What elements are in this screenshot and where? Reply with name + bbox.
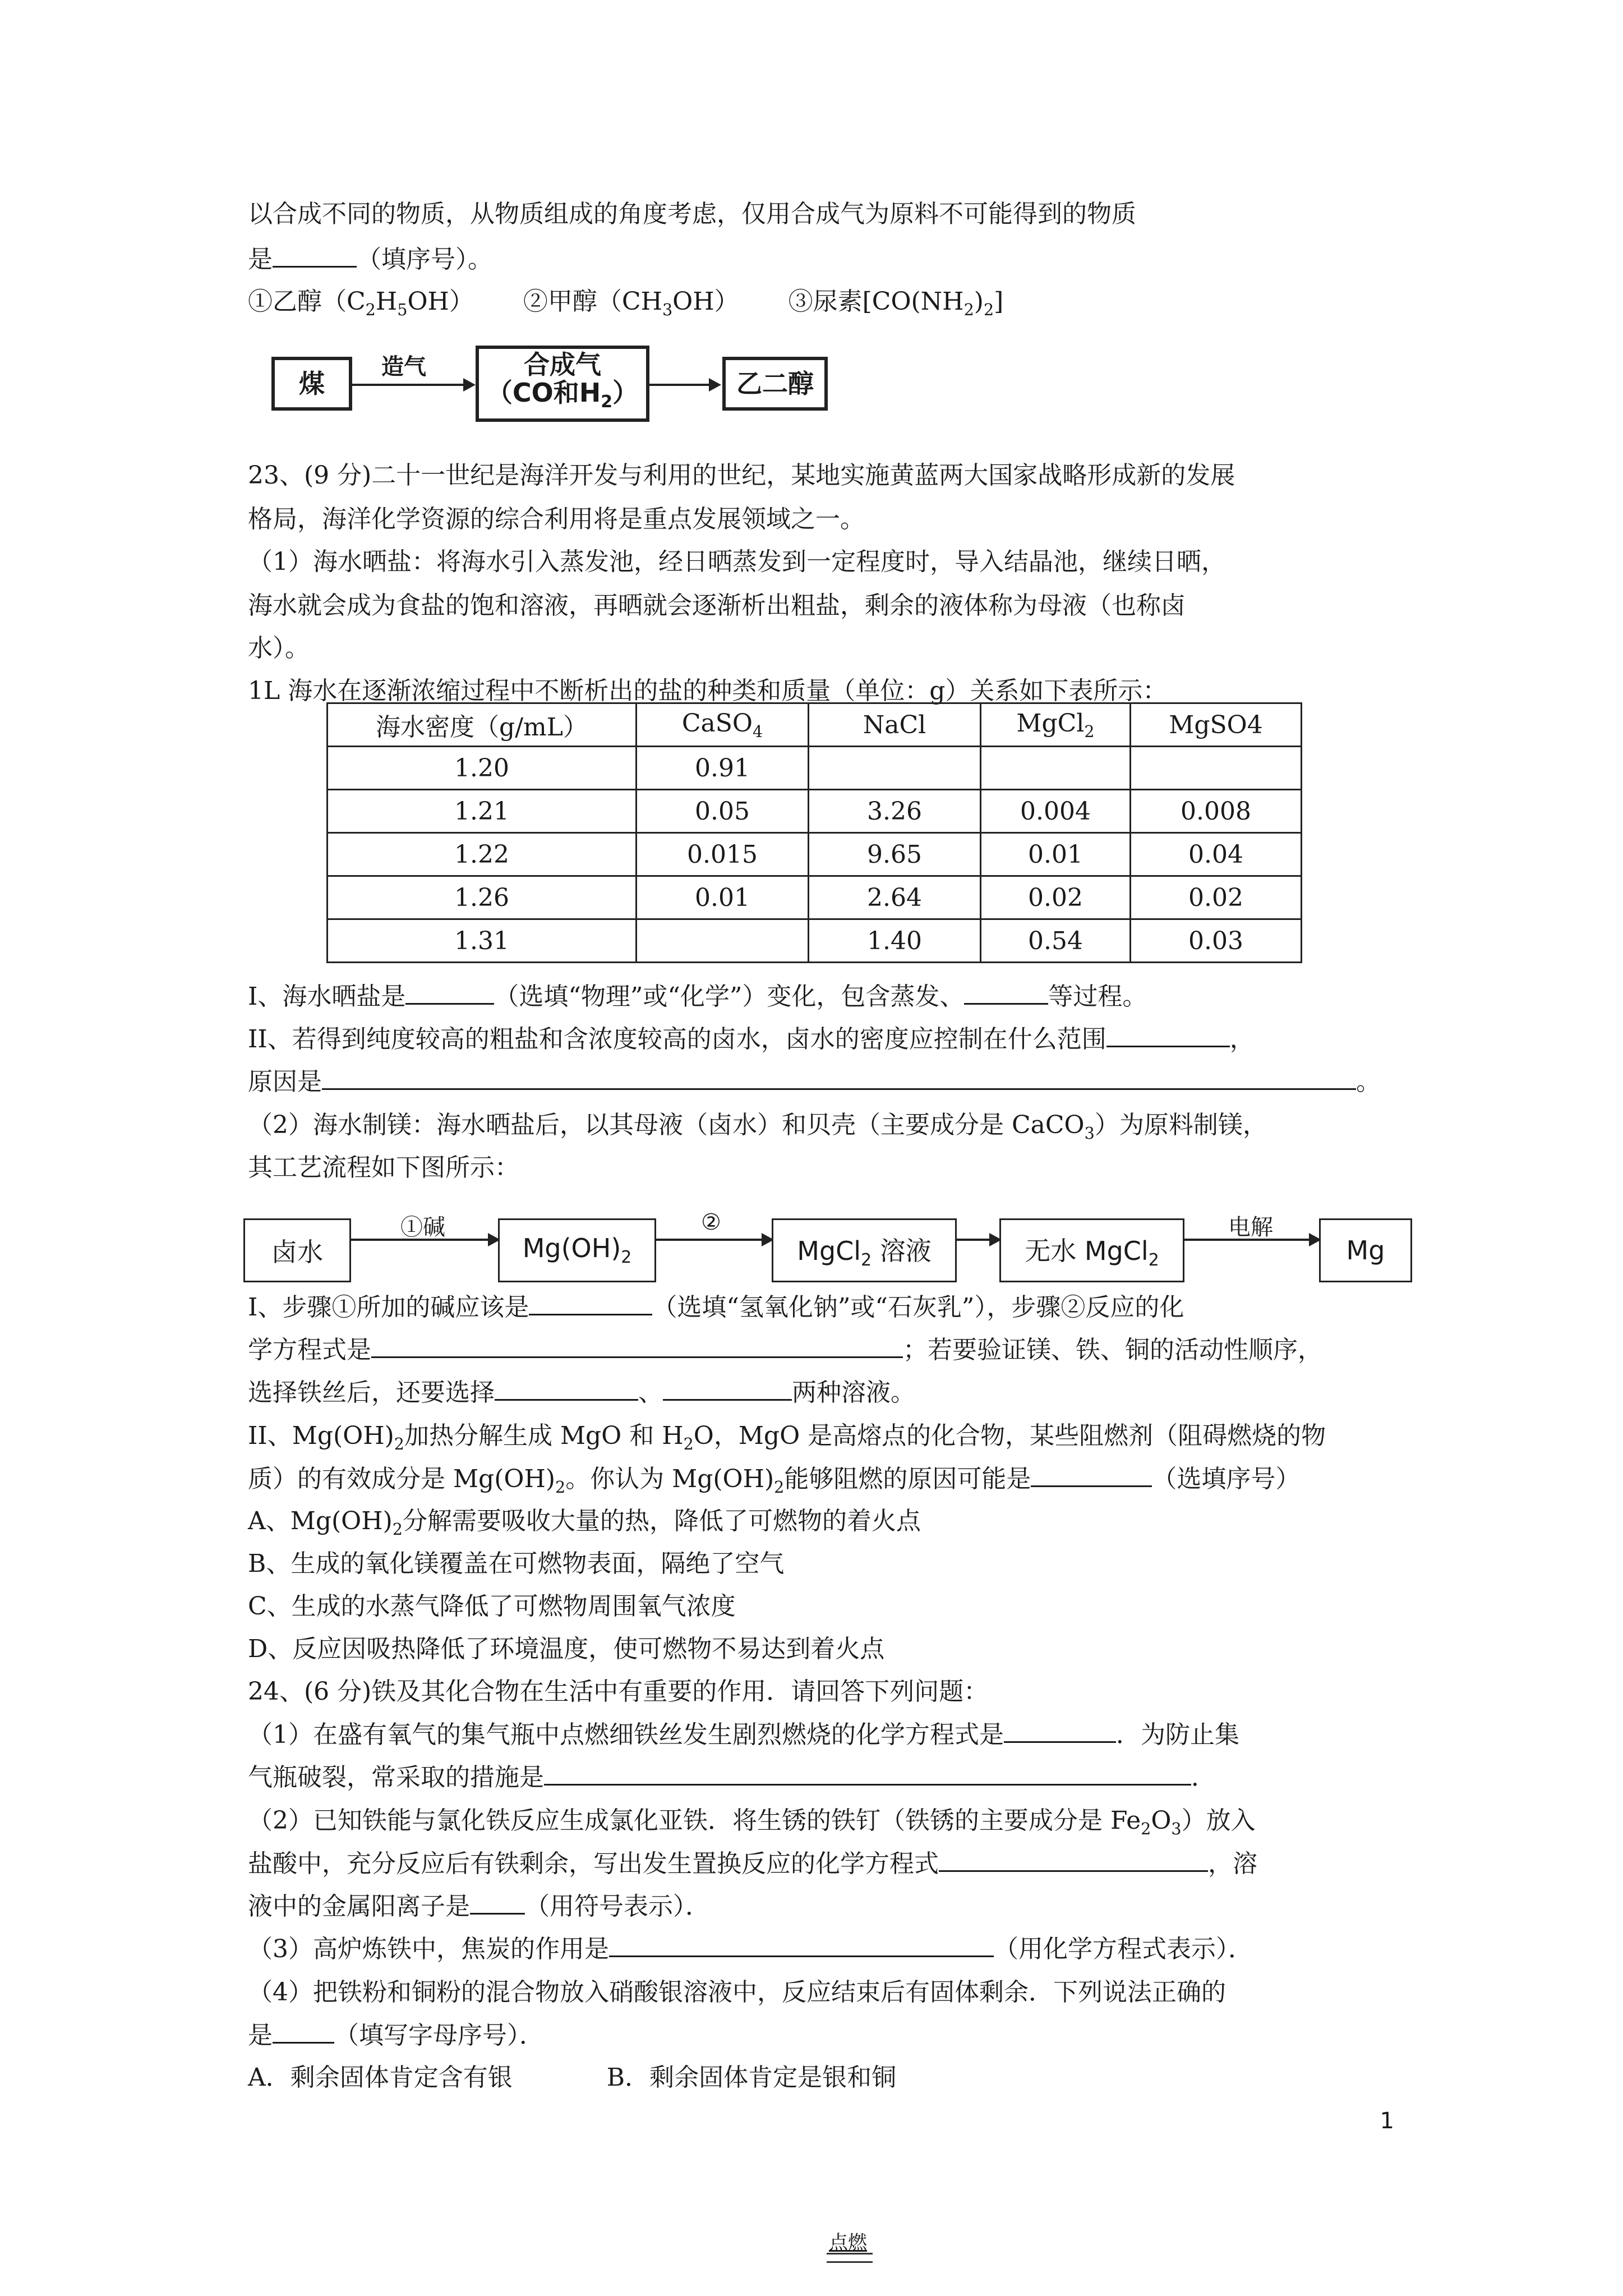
header-caso4: CaSO$_4$ <box>637 703 809 747</box>
q24-p4-2: 是 （填写字母序号）． <box>248 2018 544 2053</box>
q23-i: I、海水晒盐是 （选填“物理”或“化学”）变化，包含蒸发、 等过程。 <box>248 979 1147 1014</box>
q24-p1-2: 气瓶破裂，常采取的措施是 ． <box>248 1760 1216 1795</box>
answer-blank[interactable] <box>470 1889 525 1915</box>
answer-blank[interactable] <box>1004 1718 1116 1743</box>
answer-blank[interactable] <box>1031 1462 1152 1487</box>
q24-p3: （3）高炉炼铁中，焦炭的作用是 （用化学方程式表示）． <box>248 1932 1253 1966</box>
arrow-gasification <box>352 384 473 386</box>
q23c-i-2: 学方程式是 ；若要验证镁、铁、铜的活动性顺序， <box>248 1333 1322 1367</box>
q24-p1: （1）在盛有氧气的集气瓶中点燃细铁丝发生剧烈燃烧的化学方程式是 ．为防止集 <box>248 1718 1239 1752</box>
q24-p2-3: 液中的金属阳离子是 （用符号表示）． <box>248 1889 710 1924</box>
q23-ii-reason: 原因是 。 <box>248 1065 1381 1099</box>
page-number: 1 <box>1380 2108 1394 2134</box>
q23c-option-c: C、生成的水蒸气降低了可燃物周围氧气浓度 <box>248 1592 736 1621</box>
cell: 2.64 <box>809 876 981 919</box>
intro-line-1: 以合成不同的物质，从物质组成的角度考虑，仅用合成气为原料不可能得到的物质 <box>248 200 1136 228</box>
table-row <box>328 876 1302 919</box>
answer-blank[interactable] <box>663 1375 792 1401</box>
cell <box>1131 747 1302 790</box>
intro-line-2: 是 （填序号）。 <box>248 242 492 277</box>
cell: 0.03 <box>1131 919 1302 963</box>
mg-box: Mg <box>1319 1218 1412 1282</box>
header-mgcl2: MgCl$_2$ <box>981 703 1131 747</box>
table-row <box>328 919 1302 963</box>
answer-blank[interactable] <box>495 1375 638 1401</box>
answer-blank[interactable] <box>964 979 1048 1005</box>
table-row <box>328 747 1302 790</box>
header-density: 海水密度（g/mL） <box>328 703 637 747</box>
electrolysis-label: 电解 <box>1228 1214 1273 1240</box>
q24-p4: （4）把铁粉和铜粉的混合物放入硝酸银溶液中，反应结束后有固体剩余．下列说法正确的 <box>248 1978 1226 2007</box>
q23c-i-3: 选择铁丝后，还要选择 、 两种溶液。 <box>248 1375 915 1410</box>
anhydrous-mgcl2-box: 无水 MgCl$_2$ <box>999 1218 1184 1282</box>
cell: 0.01 <box>637 876 809 919</box>
answer-blank[interactable] <box>609 1932 994 1957</box>
q24-options: A．剩余固体肯定含有银 B．剩余固体肯定是银和铜 <box>248 2063 897 2092</box>
answer-blank[interactable] <box>322 1065 1356 1090</box>
answer-blank[interactable] <box>273 242 357 268</box>
cell: 0.008 <box>1131 790 1302 833</box>
cell: 0.004 <box>981 790 1131 833</box>
cell <box>981 747 1131 790</box>
q23-ii: II、若得到纯度较高的粗盐和含浓度较高的卤水，卤水的密度应控制在什么范围 ， <box>248 1022 1255 1056</box>
cell: 1.31 <box>328 919 637 963</box>
q23-line-2: 格局，海洋化学资源的综合利用将是重点发展领域之一。 <box>248 505 865 533</box>
answer-blank[interactable] <box>273 2018 334 2044</box>
mgoh2-box: $Mg(OH)_2$ <box>498 1218 656 1282</box>
coal-box: 煤 <box>271 357 352 411</box>
q23-line-1: 23、(9 分)二十一世纪是海洋开发与利用的世纪，某地实施黄蓝两大国家战略形成新的发展 <box>248 461 1235 490</box>
header-mgso4: MgSO4 <box>1131 703 1302 747</box>
step-1-label: ①碱 <box>400 1214 445 1240</box>
brine-box: 卤水 <box>243 1218 351 1282</box>
footer-double-line <box>827 2253 873 2263</box>
q23-p2-line-1: （2）海水制镁：海水晒盐后，以其母液（卤水）和贝壳（主要成分是 CaCO$_3$）为原料制镁， <box>248 1111 1267 1143</box>
answer-blank[interactable] <box>371 1333 903 1358</box>
q23-p1-line-1: （1）海水晒盐：将海水引入蒸发池，经日晒蒸发到一定程度时，导入结晶池，继续日晒， <box>248 547 1226 576</box>
q23c-option-b: B、生成的氧化镁覆盖在可燃物表面，隔绝了空气 <box>248 1549 785 1578</box>
cell <box>637 919 809 963</box>
cell: 0.02 <box>1131 876 1302 919</box>
table-header-row <box>328 703 1302 747</box>
answer-blank[interactable] <box>1106 1022 1230 1047</box>
cell: 0.02 <box>981 876 1131 919</box>
cell: 1.20 <box>328 747 637 790</box>
gasification-label: 造气 <box>381 354 426 380</box>
cell: 1.26 <box>328 876 637 919</box>
cell: 0.54 <box>981 919 1131 963</box>
q23c-ii: II、$Mg(OH)_2$加热分解生成 MgO 和 $H_2O$，MgO 是高熔点的化合物，某些阻燃剂（阻碍燃烧的物 <box>248 1421 1326 1453</box>
footer-text: 点燃 <box>829 2231 867 2254</box>
table-row <box>328 833 1302 876</box>
answer-blank[interactable] <box>405 979 494 1005</box>
answer-blank[interactable] <box>544 1760 1191 1786</box>
q23c-ii-2: 质）的有效成分是 $Mg(OH)_2$。你认为 $Mg(OH)_2$能够阻燃的原因可能是 （选填序号） <box>248 1462 1300 1504</box>
q23-p1-line-2: 海水就会成为食盐的饱和溶液，再晒就会逐渐析出粗盐，剩余的液体称为母液（也称卤 <box>248 591 1186 620</box>
salt-crystallization-table <box>326 702 1302 963</box>
cell: 0.04 <box>1131 833 1302 876</box>
cell: 1.21 <box>328 790 637 833</box>
cell: 0.91 <box>637 747 809 790</box>
answer-blank[interactable] <box>529 1290 652 1315</box>
step-2-label: ② <box>701 1209 721 1235</box>
arrow-step-3 <box>957 1239 999 1241</box>
q23-p1-line-3: 水）。 <box>248 634 310 662</box>
cell: 9.65 <box>809 833 981 876</box>
glycol-box: 乙二醇 <box>722 357 828 411</box>
cell <box>809 747 981 790</box>
q24-p2: （2）已知铁能与氯化铁反应生成氯化亚铁．将生锈的铁钉（铁锈的主要成分是 $Fe_2O_3$）放入 <box>248 1806 1256 1838</box>
intro-options: ①乙醇$(C_2H_5OH)$ ②甲醇$(CH_3OH)$ ③尿素$[CO(NH_2)_2]$ <box>248 287 1004 319</box>
q23c-option-a: A、$Mg(OH)_2$分解需要吸收大量的热，降低了可燃物的着火点 <box>248 1507 921 1539</box>
cell: 0.05 <box>637 790 809 833</box>
cell: 1.22 <box>328 833 637 876</box>
header-nacl: NaCl <box>809 703 981 747</box>
arrow-step-2 <box>656 1239 772 1241</box>
cell: 0.01 <box>981 833 1131 876</box>
q23c-option-d: D、反应因吸热降低了环境温度，使可燃物不易达到着火点 <box>248 1635 885 1663</box>
q23c-i: I、步骤①所加的碱应该是 （选填“氢氧化钠”或“石灰乳”），步骤②反应的化 <box>248 1290 1184 1324</box>
table-row <box>328 790 1302 833</box>
q24-line-1: 24、(6 分)铁及其化合物在生活中有重要的作用．请回答下列问题： <box>248 1677 989 1706</box>
table-intro: 1L 海水在逐渐浓缩过程中不断析出的盐的种类和质量（单位：g）关系如下表所示： <box>248 677 1168 705</box>
cell: 3.26 <box>809 790 981 833</box>
cell: 1.40 <box>809 919 981 963</box>
mgcl2-solution-box: MgCl$_2$ 溶液 <box>772 1218 957 1282</box>
answer-blank[interactable] <box>939 1847 1208 1872</box>
arrow-to-glycol <box>649 384 719 386</box>
q23-p2-line-2: 其工艺流程如下图所示： <box>248 1153 519 1182</box>
syngas-box: 合成气 （CO和$H_2$） <box>476 346 649 422</box>
q24-p2-2: 盐酸中，充分反应后有铁剩余，写出发生置换反应的化学方程式 ，溶 <box>248 1847 1257 1881</box>
cell: 0.015 <box>637 833 809 876</box>
